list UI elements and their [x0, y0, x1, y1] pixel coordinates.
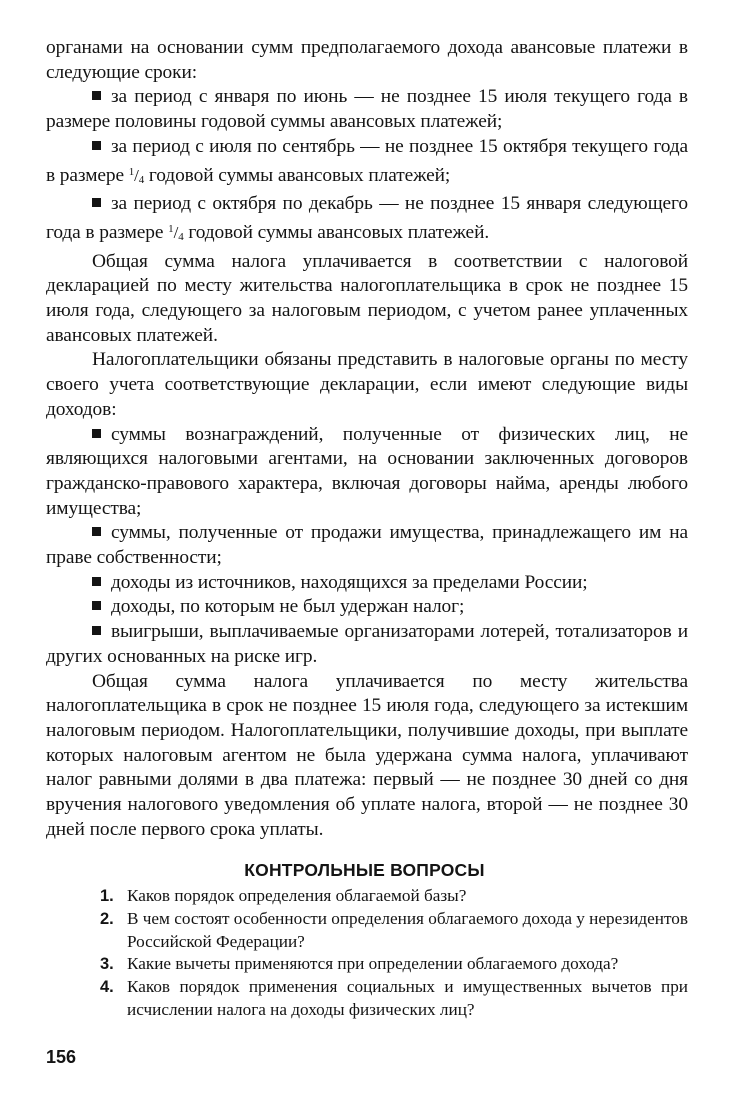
- question-number: 4.: [100, 978, 114, 997]
- bullet-text-start: за период с июля по сентябрь — не позднее 15 октября текущего года в размере: [46, 135, 688, 186]
- question-item: [100, 953, 688, 976]
- bullet-january-june: за период с января по июнь — не позднее 15 июля текущего года в размере половины годовой суммы авансовых платежей;: [46, 85, 688, 134]
- review-questions-list: [100, 885, 688, 1022]
- paragraph-total-tax-declaration: Общая сумма налога уплачивается в соответствии с налоговой декларацией по месту жительства налогоплательщика в срок не позднее 15 июля года, следующего за налоговым периодом, с учетом ранее уплаченных авансовых платежей.: [46, 250, 688, 346]
- bullet-income-lottery-winnings: выигрыши, выплачиваемые организаторами лотерей, тотализаторов и других основанных на риске игр.: [46, 620, 688, 669]
- paragraph-payment-terms: Общая сумма налога уплачивается по месту жительства налогоплательщика в срок не позднее 15 июля года, следующего за истекшим налоговым периодом. Налогоплательщики, получившие доходы, при выплате которых налоговым агентом не была удержана сумма налога, уплачивают налог равными долями в два платежа: первый — не позднее 30 дней со дня вручения налогового уведомления об уплате налога, второй — не позднее 30 дней после первого срока уплаты.: [46, 670, 688, 840]
- bullet-text-end: годовой суммы авансовых платежей.: [183, 221, 490, 243]
- fraction-quarter: $^1/_4$: [168, 222, 184, 243]
- fraction-denominator: 4: [138, 173, 145, 186]
- question-item: [100, 976, 688, 1022]
- page-body: [46, 36, 688, 843]
- paragraph-advance-payments-intro: органами на основании сумм предполагаемого дохода авансовые платежи в следующие сроки:: [46, 37, 688, 83]
- question-text: Каков порядок применения социальных и имущественных вычетов при исчислении налога на доходы физических лиц?: [127, 977, 688, 1019]
- bullet-october-december: [46, 192, 688, 249]
- bullet-text-start: за период с октября по декабрь — не позднее 15 января следующего года в размере: [46, 193, 688, 243]
- bullet-income-remuneration: суммы вознаграждений, полученные от физических лиц, не являющихся налоговыми агентами, на основании заключенных договоров гражданско-правового характера, включая договоры найма, аренды любого имущества;: [46, 423, 688, 522]
- question-number: 1.: [100, 887, 114, 905]
- fraction-denominator: 4: [178, 230, 184, 243]
- question-text: Каков порядок определения облагаемой базы?: [127, 886, 467, 905]
- bullet-income-foreign-sources: доходы из источников, находящихся за пределами России;: [46, 571, 688, 596]
- question-number: 2.: [100, 909, 114, 928]
- bullet-income-property-sale: суммы, полученные от продажи имущества, принадлежащего им на праве собственности;: [46, 521, 688, 570]
- section-heading-review-questions: КОНТРОЛЬНЫЕ ВОПРОСЫ: [244, 860, 485, 880]
- fraction-numerator: 1: [168, 222, 174, 235]
- bullet-july-september: [46, 135, 688, 192]
- fraction-numerator: 1: [128, 165, 135, 178]
- page-number: 156: [46, 1047, 77, 1067]
- question-item: [100, 885, 688, 908]
- question-text: Какие вычеты применяются при определении облагаемого дохода?: [127, 954, 619, 974]
- question-text: В чем состоят особенности определения облагаемого дохода у нерезидентов Российской Федерации?: [127, 908, 688, 951]
- paragraph-declaration-obligation: Налогоплательщики обязаны представить в налоговые органы по месту своего учета соответствующие декларации, если имеют следующие виды доходов:: [46, 349, 688, 420]
- question-number: 3.: [100, 955, 114, 974]
- question-item: [100, 908, 688, 954]
- bullet-income-tax-not-withheld: доходы, по которым не был удержан налог;: [46, 595, 688, 620]
- fraction-quarter: $^1/_4$: [128, 165, 145, 186]
- bullet-text-end: годовой суммы авансовых платежей;: [144, 164, 451, 186]
